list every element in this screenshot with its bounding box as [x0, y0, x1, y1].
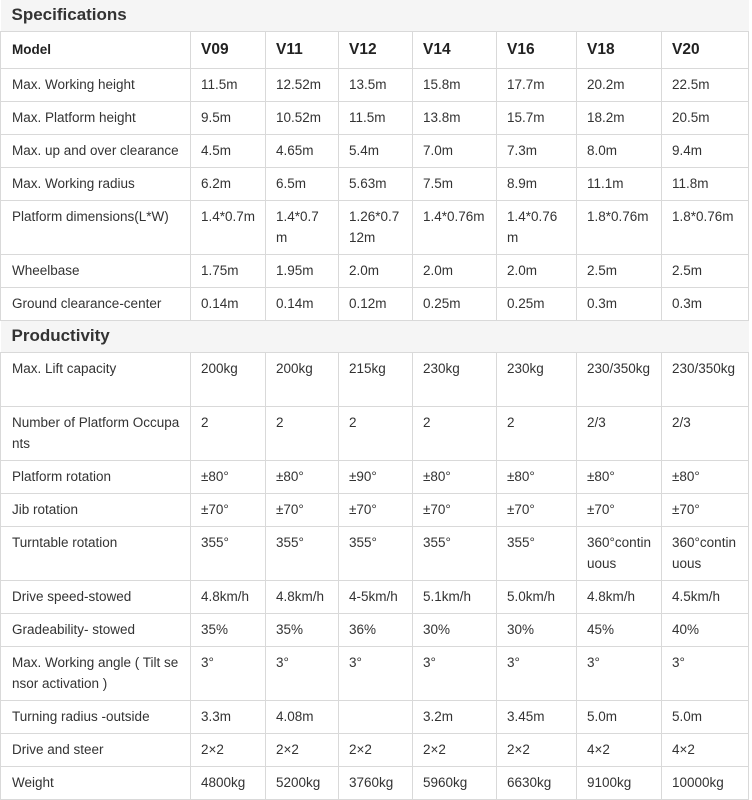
row-label: Max. up and over clearance — [1, 135, 191, 168]
row-label: Turntable rotation — [1, 527, 191, 581]
table-cell: 355° — [413, 527, 497, 581]
row-label: Turning radius -outside — [1, 701, 191, 734]
row-label: Weight — [1, 767, 191, 800]
table-cell: 0.3m — [662, 288, 749, 321]
table-cell: 360°continuous — [577, 527, 662, 581]
table-row — [1, 614, 749, 647]
table-cell: 1.4*0.7m — [266, 201, 339, 255]
row-label: Gradeability- stowed — [1, 614, 191, 647]
section-row-productivity — [1, 321, 749, 353]
table-cell: 2 — [191, 407, 266, 461]
table-cell: 36% — [339, 614, 413, 647]
row-label: Drive speed-stowed — [1, 581, 191, 614]
table-cell: 3760kg — [339, 767, 413, 800]
table-row — [1, 353, 749, 407]
section-heading: Productivity — [1, 321, 749, 353]
table-cell: 10.52m — [266, 102, 339, 135]
table-cell: ±70° — [662, 494, 749, 527]
table-cell: 0.14m — [191, 288, 266, 321]
table-cell: 20.5m — [662, 102, 749, 135]
table-cell: 1.4*0.76m — [413, 201, 497, 255]
table-cell: 3.3m — [191, 701, 266, 734]
table-cell: 4×2 — [662, 734, 749, 767]
table-cell: 20.2m — [577, 69, 662, 102]
table-cell: 2.5m — [662, 255, 749, 288]
model-name: V11 — [266, 32, 339, 69]
table-cell: 40% — [662, 614, 749, 647]
table-cell: 230kg — [413, 353, 497, 407]
table-row — [1, 102, 749, 135]
section-heading: Specifications — [1, 0, 749, 32]
table-cell: 15.7m — [497, 102, 577, 135]
table-cell: 355° — [266, 527, 339, 581]
model-name: V20 — [662, 32, 749, 69]
table-cell: ±90° — [339, 461, 413, 494]
table-cell: 10000kg — [662, 767, 749, 800]
table-cell: 11.5m — [191, 69, 266, 102]
table-cell: 6.5m — [266, 168, 339, 201]
table-cell: 4-5km/h — [339, 581, 413, 614]
table-row — [1, 647, 749, 701]
table-cell: 5.1km/h — [413, 581, 497, 614]
row-label: Wheelbase — [1, 255, 191, 288]
row-label: Drive and steer — [1, 734, 191, 767]
row-label: Ground clearance-center — [1, 288, 191, 321]
section-row-specifications — [1, 0, 749, 32]
model-header-row — [1, 32, 749, 69]
table-cell: 18.2m — [577, 102, 662, 135]
table-cell: 355° — [191, 527, 266, 581]
table-cell: 3° — [577, 647, 662, 701]
table-cell: 4.5m — [191, 135, 266, 168]
table-cell: 22.5m — [662, 69, 749, 102]
table-cell: 7.5m — [413, 168, 497, 201]
table-cell: 30% — [497, 614, 577, 647]
table-cell: 200kg — [191, 353, 266, 407]
table-cell: 0.3m — [577, 288, 662, 321]
table-cell: 11.8m — [662, 168, 749, 201]
table-cell: 215kg — [339, 353, 413, 407]
table-cell: ±70° — [191, 494, 266, 527]
table-row — [1, 135, 749, 168]
table-row — [1, 701, 749, 734]
row-label: Max. Lift capacity — [1, 353, 191, 407]
table-row — [1, 168, 749, 201]
table-cell: 1.95m — [266, 255, 339, 288]
row-label: Model — [1, 32, 191, 69]
table-cell: 0.25m — [413, 288, 497, 321]
table-cell: 1.26*0.712m — [339, 201, 413, 255]
table-cell: 0.14m — [266, 288, 339, 321]
row-label: Max. Platform height — [1, 102, 191, 135]
table-cell: 8.0m — [577, 135, 662, 168]
table-cell: 5.0m — [577, 701, 662, 734]
table-cell: 3° — [662, 647, 749, 701]
table-cell: 3.45m — [497, 701, 577, 734]
table-cell: 30% — [413, 614, 497, 647]
table-cell: 45% — [577, 614, 662, 647]
table-cell: 6630kg — [497, 767, 577, 800]
table-cell: 12.52m — [266, 69, 339, 102]
table-row — [1, 288, 749, 321]
table-cell: 355° — [339, 527, 413, 581]
table-cell: 2 — [497, 407, 577, 461]
table-cell: 5.0km/h — [497, 581, 577, 614]
table-cell: ±70° — [577, 494, 662, 527]
row-label: Max. Working angle ( Tilt sensor activation ) — [1, 647, 191, 701]
model-name: V12 — [339, 32, 413, 69]
table-cell: 1.8*0.76m — [662, 201, 749, 255]
table-cell: 4.5km/h — [662, 581, 749, 614]
table-cell: 2×2 — [339, 734, 413, 767]
spec-rows — [1, 69, 749, 321]
table-cell: ±80° — [413, 461, 497, 494]
productivity-rows — [1, 353, 749, 800]
table-row — [1, 201, 749, 255]
table-cell: 13.8m — [413, 102, 497, 135]
table-cell: 5.63m — [339, 168, 413, 201]
table-cell: 11.5m — [339, 102, 413, 135]
table-cell: 4.8km/h — [577, 581, 662, 614]
table-cell: ±80° — [662, 461, 749, 494]
table-cell: 11.1m — [577, 168, 662, 201]
table-row — [1, 407, 749, 461]
row-label: Platform rotation — [1, 461, 191, 494]
table-cell: ±80° — [191, 461, 266, 494]
table-cell: 2.0m — [339, 255, 413, 288]
table-row — [1, 461, 749, 494]
row-label: Max. Working height — [1, 69, 191, 102]
table-cell: 3° — [339, 647, 413, 701]
row-label: Jib rotation — [1, 494, 191, 527]
table-cell: ±70° — [339, 494, 413, 527]
table-row — [1, 255, 749, 288]
table-cell: 360°continuous — [662, 527, 749, 581]
table-cell: 0.25m — [497, 288, 577, 321]
table-row — [1, 581, 749, 614]
table-cell: ±70° — [266, 494, 339, 527]
table-cell: ±70° — [413, 494, 497, 527]
table-cell: 35% — [266, 614, 339, 647]
table-row — [1, 69, 749, 102]
table-cell: 2×2 — [413, 734, 497, 767]
model-name: V14 — [413, 32, 497, 69]
table-cell: 8.9m — [497, 168, 577, 201]
table-cell: 3.2m — [413, 701, 497, 734]
table-cell: 13.5m — [339, 69, 413, 102]
table-cell: 2×2 — [191, 734, 266, 767]
table-cell: 6.2m — [191, 168, 266, 201]
table-cell: 4800kg — [191, 767, 266, 800]
table-row — [1, 767, 749, 800]
table-cell: 4.08m — [266, 701, 339, 734]
table-cell: 17.7m — [497, 69, 577, 102]
model-name: V09 — [191, 32, 266, 69]
table-cell: 2 — [413, 407, 497, 461]
table-cell: 230/350kg — [577, 353, 662, 407]
table-cell: ±80° — [266, 461, 339, 494]
table-cell: 1.4*0.7m — [191, 201, 266, 255]
table-cell: 5200kg — [266, 767, 339, 800]
table-cell: 2×2 — [266, 734, 339, 767]
table-cell: 1.4*0.76m — [497, 201, 577, 255]
table-cell: 0.12m — [339, 288, 413, 321]
table-row — [1, 527, 749, 581]
table-cell: 9.5m — [191, 102, 266, 135]
table-cell: 7.3m — [497, 135, 577, 168]
table-cell: 3° — [413, 647, 497, 701]
table-cell: 4.8km/h — [266, 581, 339, 614]
table-cell: 5960kg — [413, 767, 497, 800]
table-cell: 2.0m — [413, 255, 497, 288]
table-cell: 2/3 — [662, 407, 749, 461]
row-label: Number of Platform Occupants — [1, 407, 191, 461]
table-cell: 5.4m — [339, 135, 413, 168]
table-cell: ±80° — [497, 461, 577, 494]
table-cell: 4.65m — [266, 135, 339, 168]
row-label: Max. Working radius — [1, 168, 191, 201]
table-cell: 4.8km/h — [191, 581, 266, 614]
table-cell: 7.0m — [413, 135, 497, 168]
model-name: V18 — [577, 32, 662, 69]
table-cell: 230/350kg — [662, 353, 749, 407]
table-row — [1, 734, 749, 767]
table-cell: 2 — [339, 407, 413, 461]
table-cell: 9.4m — [662, 135, 749, 168]
table-row — [1, 494, 749, 527]
table-cell: 35% — [191, 614, 266, 647]
table-cell: 200kg — [266, 353, 339, 407]
table-cell: ±70° — [497, 494, 577, 527]
table-cell: 2.0m — [497, 255, 577, 288]
table-cell: 230kg — [497, 353, 577, 407]
table-cell: 3° — [497, 647, 577, 701]
table-cell: 9100kg — [577, 767, 662, 800]
table-cell: 1.8*0.76m — [577, 201, 662, 255]
table-cell: 3° — [191, 647, 266, 701]
table-cell: 3° — [266, 647, 339, 701]
table-cell: 15.8m — [413, 69, 497, 102]
table-cell: 2/3 — [577, 407, 662, 461]
model-name: V16 — [497, 32, 577, 69]
table-cell: 2 — [266, 407, 339, 461]
table-cell: 355° — [497, 527, 577, 581]
table-cell: ±80° — [577, 461, 662, 494]
table-cell — [339, 701, 413, 734]
table-cell: 2.5m — [577, 255, 662, 288]
table-cell: 1.75m — [191, 255, 266, 288]
table-cell: 4×2 — [577, 734, 662, 767]
row-label: Platform dimensions(L*W) — [1, 201, 191, 255]
table-cell: 5.0m — [662, 701, 749, 734]
table-cell: 2×2 — [497, 734, 577, 767]
